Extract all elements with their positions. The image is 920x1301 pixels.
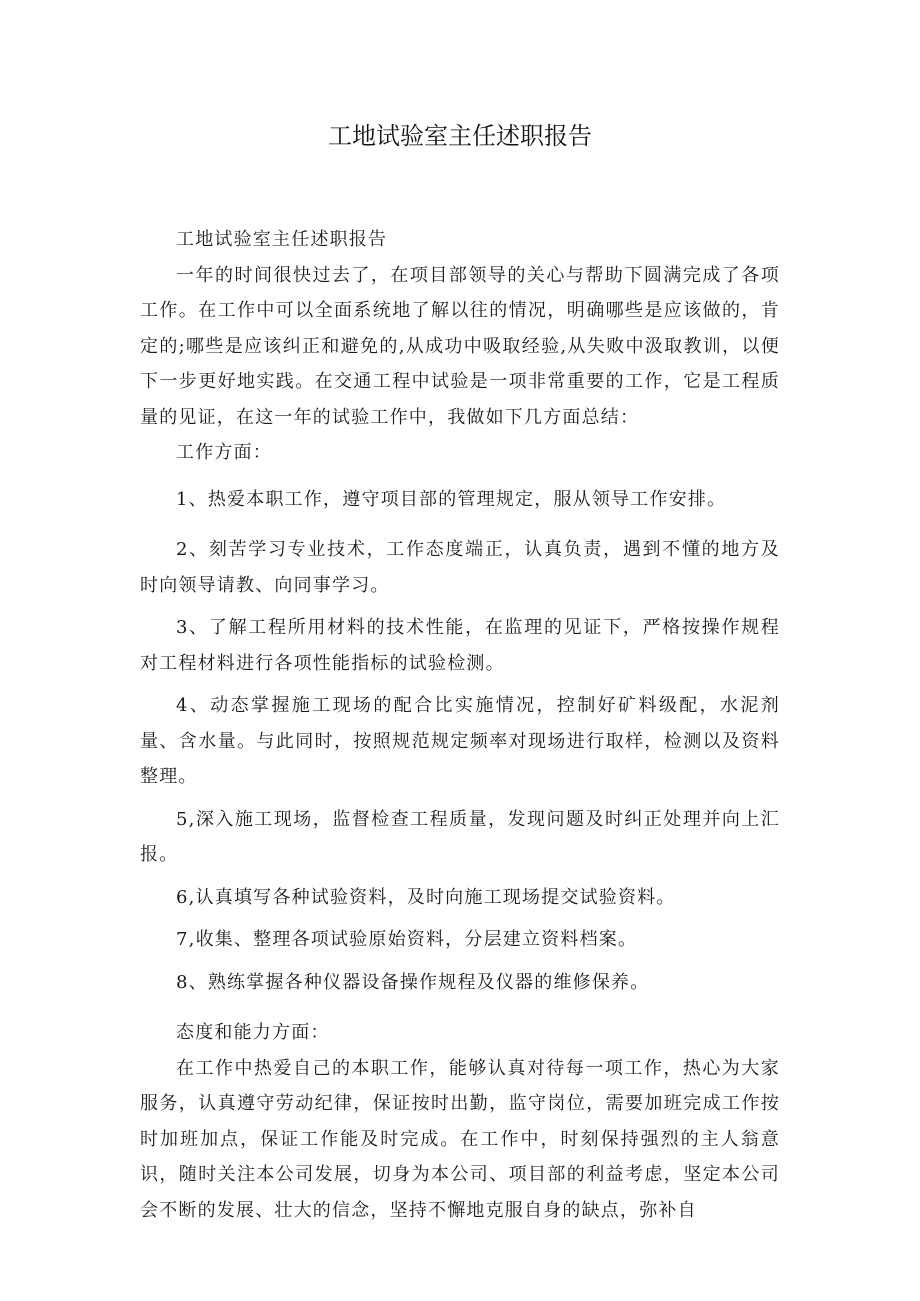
work-item-6: 6,认真填写各种试验资料，及时向施工现场提交试验资料。 <box>176 886 676 908</box>
work-item-2: 2、刻苦学习专业技术，工作态度端正，认真负责，遇到不懂的地方及时向领导请教、向同事学习。 <box>140 539 780 596</box>
work-item-5: 5,深入施工现场，监督检查工程质量，发现问题及时纠正处理并向上汇报。 <box>140 808 780 865</box>
section-heading-work: 工作方面： <box>176 442 272 463</box>
document-title: 工地试验室主任述职报告 <box>328 122 592 150</box>
work-item-4: 4、动态掌握施工现场的配合比实施情况，控制好矿料级配，水泥剂量、含水量。与此同时，按照规范规定频率对现场进行取样，检测以及资料整理。 <box>140 695 780 787</box>
work-item-3: 3、了解工程所用材料的技术性能，在监理的见证下，严格按操作规程对工程材料进行各项性能指标的试验检测。 <box>140 617 780 674</box>
intro-paragraph: 一年的时间很快过去了，在项目部领导的关心与帮助下圆满完成了各项工作。在工作中可以全面系统地了解以往的情况，明确哪些是应该做的，肯定的;哪些是应该纠正和避免的,从成功中吸取经验,从失败中汲取教训，以便下一步更好地实践。在交通工程中试验是一项非常重要的工作，它是工程质量的见证，在这一年的试验工作中，我做如下几方面总结： <box>140 264 780 428</box>
work-item-8: 8、熟练掌握各种仪器设备操作规程及仪器的维修保养。 <box>176 971 650 993</box>
attitude-paragraph: 在工作中热爱自己的本职工作，能够认真对待每一项工作，热心为大家服务，认真遵守劳动纪律，保证按时出勤，监守岗位，需要加班完成工作按时加班加点，保证工作能及时完成。在工作中，时刻保持强烈的主人翁意识，随时关注本公司发展，切身为本公司、项目部的利益考虑，坚定本公司会不断的发展、壮大的信念，坚持不懈地克服自身的缺点，弥补自 <box>140 1057 780 1221</box>
document-body <box>140 222 780 1228</box>
subtitle-paragraph: 工地试验室主任述职报告 <box>176 229 388 250</box>
work-item-1: 1、热爱本职工作，遵守项目部的管理规定，服从领导工作安排。 <box>176 488 727 510</box>
section-heading-attitude: 态度和能力方面： <box>176 1022 330 1043</box>
work-item-7: 7,收集、整理各项试验原始资料，分层建立资料档案。 <box>176 929 638 950</box>
